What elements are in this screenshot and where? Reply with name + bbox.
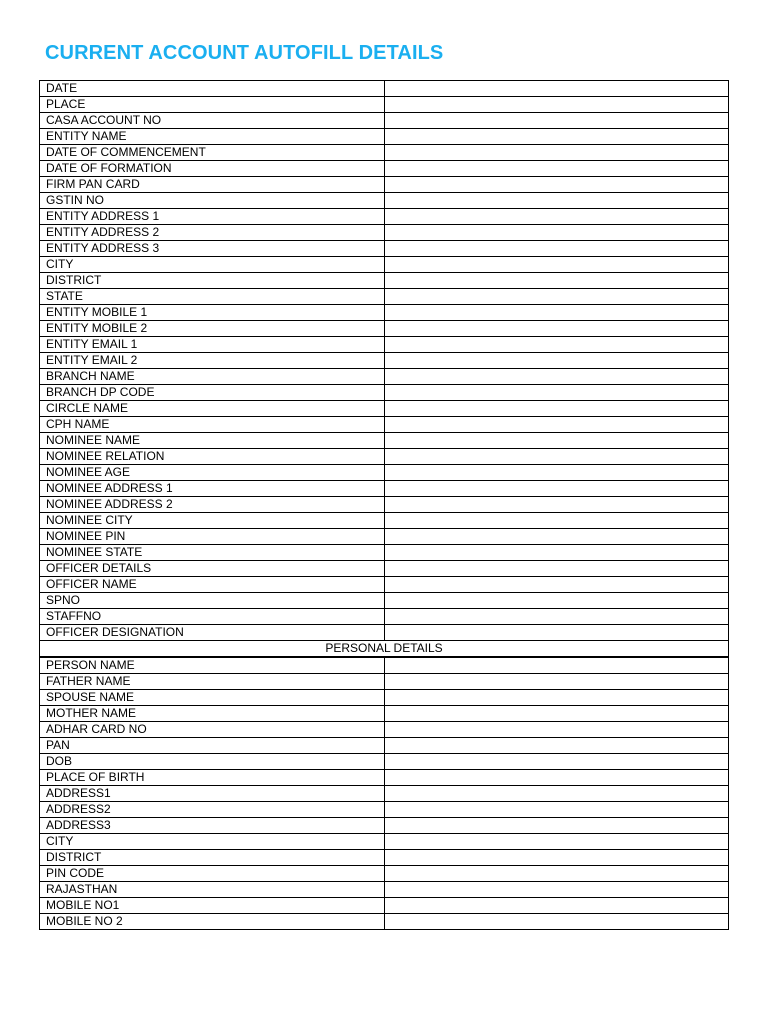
field-value-cell[interactable] [385, 97, 729, 113]
field-value-cell[interactable] [385, 738, 729, 754]
table-row [40, 129, 729, 145]
field-label: STATE [40, 289, 385, 305]
table-row [40, 722, 729, 738]
field-value-cell[interactable] [385, 561, 729, 577]
table-row [40, 882, 729, 898]
table-row [40, 513, 729, 529]
field-label: NOMINEE PIN [40, 529, 385, 545]
field-value-cell[interactable] [385, 513, 729, 529]
field-label: RAJASTHAN [40, 882, 385, 898]
table-row [40, 161, 729, 177]
field-label: MOBILE NO1 [40, 898, 385, 914]
field-label: FIRM PAN CARD [40, 177, 385, 193]
table-row [40, 561, 729, 577]
table-row [40, 850, 729, 866]
table-row [40, 369, 729, 385]
field-label: DATE OF COMMENCEMENT [40, 145, 385, 161]
field-value-cell[interactable] [385, 369, 729, 385]
section-row-personal-details [40, 641, 729, 658]
field-value-cell[interactable] [385, 161, 729, 177]
field-value-cell[interactable] [385, 609, 729, 625]
table-row [40, 834, 729, 850]
table-row [40, 770, 729, 786]
field-label: NOMINEE ADDRESS 2 [40, 497, 385, 513]
table-row [40, 241, 729, 257]
table-row [40, 818, 729, 834]
page-title: CURRENT ACCOUNT AUTOFILL DETAILS [45, 42, 444, 64]
field-label: DOB [40, 754, 385, 770]
field-label: PLACE OF BIRTH [40, 770, 385, 786]
field-label: NOMINEE AGE [40, 465, 385, 481]
table-row [40, 353, 729, 369]
table-row [40, 914, 729, 930]
field-label: PAN [40, 738, 385, 754]
table-row [40, 497, 729, 513]
field-value-cell[interactable] [385, 497, 729, 513]
table-row [40, 113, 729, 129]
field-label: ADDRESS3 [40, 818, 385, 834]
personal-details-section-header [40, 641, 729, 658]
field-label: NOMINEE NAME [40, 433, 385, 449]
field-label: PERSON NAME [40, 657, 385, 674]
field-label: CIRCLE NAME [40, 401, 385, 417]
field-label: ADDRESS1 [40, 786, 385, 802]
field-value-cell[interactable] [385, 786, 729, 802]
field-value-cell[interactable] [385, 818, 729, 834]
field-label: ENTITY EMAIL 1 [40, 337, 385, 353]
field-value-cell[interactable] [385, 129, 729, 145]
personal-details-rows [40, 657, 729, 930]
field-value-cell[interactable] [385, 834, 729, 850]
field-value-cell[interactable] [385, 690, 729, 706]
field-value-cell[interactable] [385, 898, 729, 914]
field-label: DISTRICT [40, 850, 385, 866]
field-label: DATE OF FORMATION [40, 161, 385, 177]
field-label: MOBILE NO 2 [40, 914, 385, 930]
field-label: NOMINEE CITY [40, 513, 385, 529]
table-row [40, 754, 729, 770]
field-label: ENTITY MOBILE 2 [40, 321, 385, 337]
field-value-cell[interactable] [385, 674, 729, 690]
field-label: FATHER NAME [40, 674, 385, 690]
field-label: OFFICER NAME [40, 577, 385, 593]
field-value-cell[interactable] [385, 193, 729, 209]
account-details-rows [40, 81, 729, 641]
field-label: ADDRESS2 [40, 802, 385, 818]
field-value-cell[interactable] [385, 577, 729, 593]
table-row [40, 802, 729, 818]
field-label: NOMINEE RELATION [40, 449, 385, 465]
field-label: OFFICER DESIGNATION [40, 625, 385, 641]
table-row [40, 225, 729, 241]
field-value-cell[interactable] [385, 417, 729, 433]
field-label: ADHAR CARD NO [40, 722, 385, 738]
table-row [40, 465, 729, 481]
table-row [40, 289, 729, 305]
table-row [40, 674, 729, 690]
table-row [40, 177, 729, 193]
table-row [40, 690, 729, 706]
table-row [40, 786, 729, 802]
table-row [40, 97, 729, 113]
table-row [40, 529, 729, 545]
field-value-cell[interactable] [385, 545, 729, 561]
field-label: DATE [40, 81, 385, 97]
table-row [40, 577, 729, 593]
field-value-cell[interactable] [385, 882, 729, 898]
field-value-cell[interactable] [385, 305, 729, 321]
field-label: SPNO [40, 593, 385, 609]
field-label: OFFICER DETAILS [40, 561, 385, 577]
field-value-cell[interactable] [385, 529, 729, 545]
table-row [40, 545, 729, 561]
field-label: GSTIN NO [40, 193, 385, 209]
field-value-cell[interactable] [385, 81, 729, 97]
field-label: DISTRICT [40, 273, 385, 289]
field-value-cell[interactable] [385, 353, 729, 369]
table-row [40, 385, 729, 401]
field-label: CPH NAME [40, 417, 385, 433]
field-value-cell[interactable] [385, 593, 729, 609]
table-row [40, 657, 729, 674]
section-heading-personal-details: PERSONAL DETAILS [40, 641, 729, 658]
field-label: PIN CODE [40, 866, 385, 882]
table-row [40, 305, 729, 321]
field-label: CASA ACCOUNT NO [40, 113, 385, 129]
field-value-cell[interactable] [385, 113, 729, 129]
field-value-cell[interactable] [385, 225, 729, 241]
table-row [40, 898, 729, 914]
table-row [40, 209, 729, 225]
field-label: ENTITY ADDRESS 1 [40, 209, 385, 225]
table-row [40, 593, 729, 609]
field-value-cell[interactable] [385, 145, 729, 161]
field-label: NOMINEE ADDRESS 1 [40, 481, 385, 497]
field-value-cell[interactable] [385, 321, 729, 337]
table-row [40, 337, 729, 353]
field-label: CITY [40, 834, 385, 850]
field-value-cell[interactable] [385, 866, 729, 882]
table-row [40, 481, 729, 497]
field-label: NOMINEE STATE [40, 545, 385, 561]
field-value-cell[interactable] [385, 273, 729, 289]
field-value-cell[interactable] [385, 722, 729, 738]
field-label: STAFFNO [40, 609, 385, 625]
field-value-cell[interactable] [385, 289, 729, 305]
field-label: SPOUSE NAME [40, 690, 385, 706]
field-label: BRANCH NAME [40, 369, 385, 385]
field-value-cell[interactable] [385, 433, 729, 449]
field-value-cell[interactable] [385, 241, 729, 257]
table-row [40, 706, 729, 722]
autofill-details-table [39, 80, 729, 930]
field-label: ENTITY ADDRESS 3 [40, 241, 385, 257]
field-value-cell[interactable] [385, 914, 729, 930]
table-row [40, 738, 729, 754]
table-row [40, 81, 729, 97]
field-value-cell[interactable] [385, 625, 729, 641]
field-label: MOTHER NAME [40, 706, 385, 722]
field-label: BRANCH DP CODE [40, 385, 385, 401]
table-row [40, 609, 729, 625]
field-label: PLACE [40, 97, 385, 113]
table-row [40, 321, 729, 337]
field-label: ENTITY EMAIL 2 [40, 353, 385, 369]
field-value-cell[interactable] [385, 449, 729, 465]
field-value-cell[interactable] [385, 385, 729, 401]
table-row [40, 257, 729, 273]
field-value-cell[interactable] [385, 401, 729, 417]
field-label: ENTITY ADDRESS 2 [40, 225, 385, 241]
table-row [40, 401, 729, 417]
table-row [40, 145, 729, 161]
table-row [40, 417, 729, 433]
field-value-cell[interactable] [385, 337, 729, 353]
field-value-cell[interactable] [385, 754, 729, 770]
field-value-cell[interactable] [385, 465, 729, 481]
table-row [40, 193, 729, 209]
field-value-cell[interactable] [385, 481, 729, 497]
field-value-cell[interactable] [385, 770, 729, 786]
table-row [40, 625, 729, 641]
field-value-cell[interactable] [385, 177, 729, 193]
field-value-cell[interactable] [385, 257, 729, 273]
field-value-cell[interactable] [385, 209, 729, 225]
field-value-cell[interactable] [385, 802, 729, 818]
table-row [40, 866, 729, 882]
table-row [40, 449, 729, 465]
table-row [40, 273, 729, 289]
field-label: ENTITY MOBILE 1 [40, 305, 385, 321]
field-value-cell[interactable] [385, 706, 729, 722]
field-label: CITY [40, 257, 385, 273]
field-value-cell[interactable] [385, 850, 729, 866]
field-value-cell[interactable] [385, 657, 729, 674]
table-row [40, 433, 729, 449]
field-label: ENTITY NAME [40, 129, 385, 145]
